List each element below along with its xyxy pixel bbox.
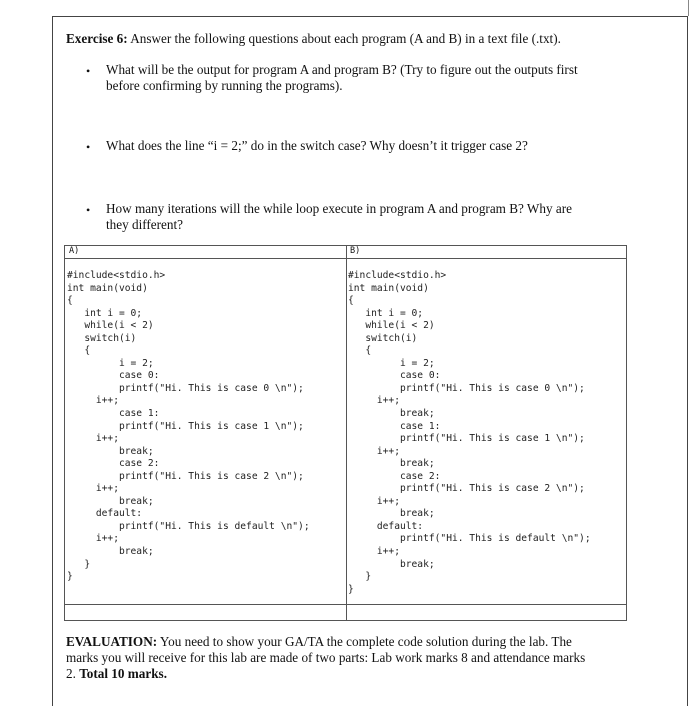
evaluation-total: Total 10 marks. — [79, 666, 167, 681]
code-comparison-table — [64, 245, 627, 621]
program-a-code: #include<stdio.h> int main(void) { int i = 0; while(i < 2) switch(i) { i = 2; case 0: printf("Hi. This is case 0 \n"); i++; case 1: printf("Hi. This is case 1 \n"); i++; break; case 2: printf("Hi. This is case 2 \n"); i++; break; default: printf("Hi. This is default \n"); i++; break; } } — [67, 270, 310, 583]
question-1: What will be the output for program A and program B? (Try to figure out the outputs first before confirming by running the programs). — [106, 62, 578, 93]
program-a-header: A) — [65, 246, 346, 259]
program-b-code: #include<stdio.h> int main(void) { int i = 0; while(i < 2) switch(i) { i = 2; case 0: printf("Hi. This is case 0 \n"); i++; break; case 1: printf("Hi. This is case 1 \n"); i++; break; case 2: printf("Hi. This is case 2 \n"); i++; break; default: printf("Hi. This is default \n"); i++; break; } } — [348, 270, 591, 595]
evaluation-text: You need to show your GA/TA the complete code solution during the lab. The marks you will receive for this lab are made of two parts: Lab work marks 8 and attendance marks 2. — [66, 634, 586, 681]
program-b-footer-row — [346, 604, 627, 605]
page-edge — [688, 0, 689, 16]
program-b-header: B) — [346, 246, 627, 259]
program-b-column — [346, 246, 627, 620]
evaluation-label: EVALUATION: — [66, 634, 158, 649]
program-a-column — [65, 246, 347, 620]
exercise-instructions: Answer the following questions about each program (A and B) in a text file (.txt). — [127, 31, 561, 46]
exercise-heading — [66, 31, 561, 47]
exercise-label: Exercise 6: — [66, 31, 128, 46]
question-2: What does the line “i = 2;” do in the switch case? Why doesn’t it trigger case 2? — [106, 138, 528, 153]
bullet-icon: • — [86, 64, 91, 78]
program-a-footer-row — [65, 604, 346, 605]
question-3: How many iterations will the while loop execute in program A and program B? Why are they different? — [106, 201, 572, 232]
bullet-icon: • — [86, 140, 91, 154]
evaluation-note — [66, 634, 586, 682]
bullet-icon: • — [86, 203, 91, 217]
